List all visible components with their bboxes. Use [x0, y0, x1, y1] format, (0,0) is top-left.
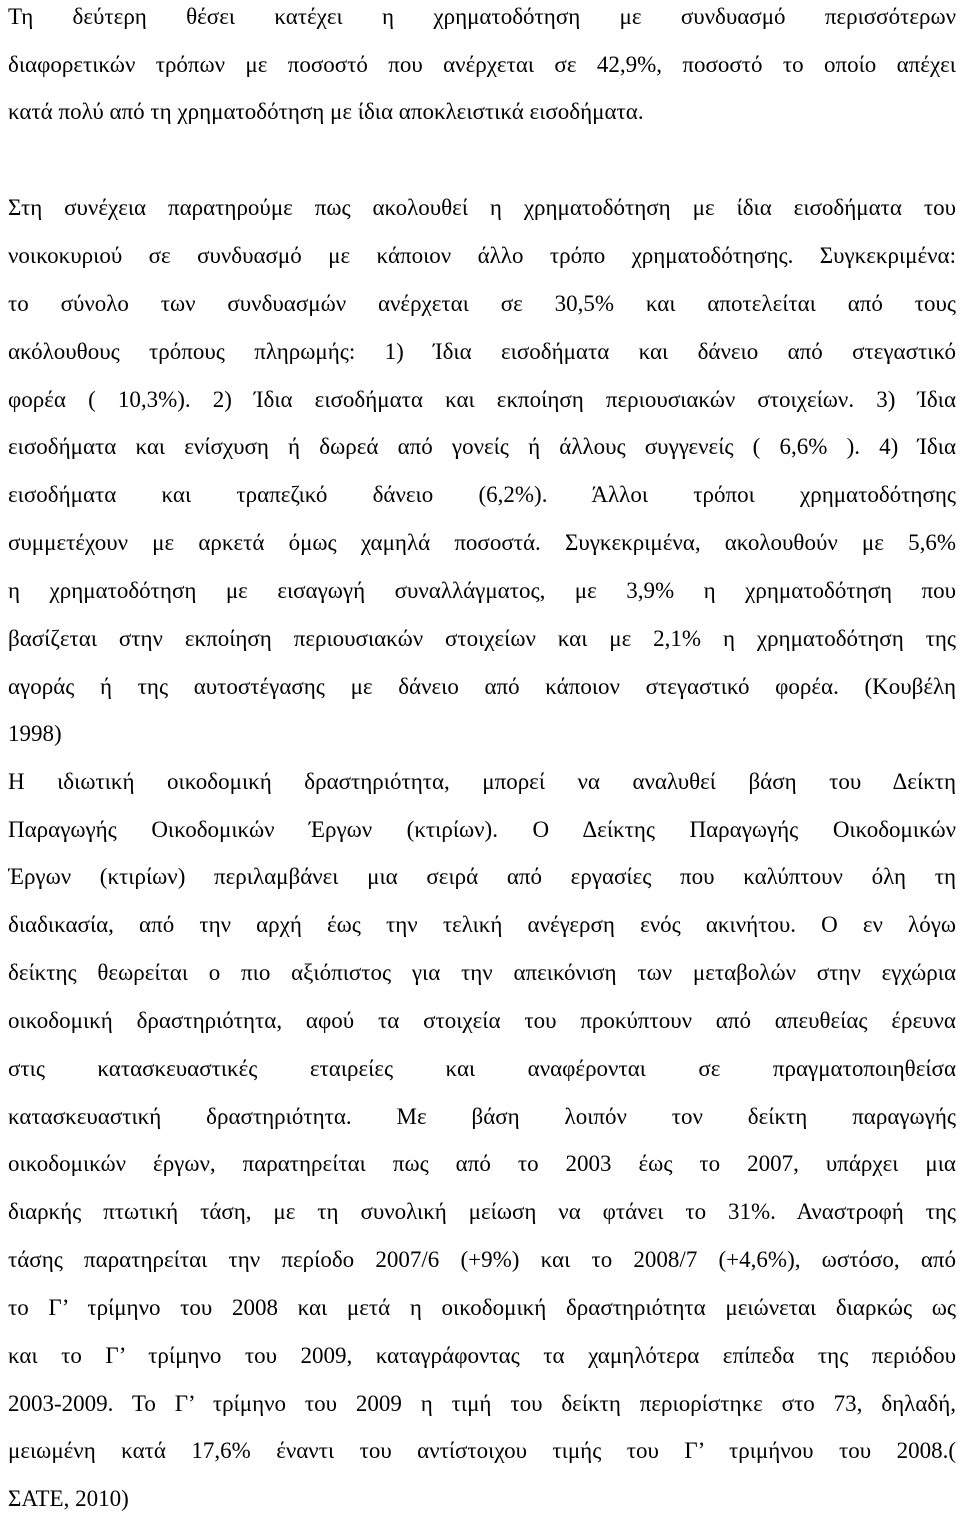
text-line: κατά πολύ από τη χρηματοδότηση με ίδια αποκλειστικά εισοδήματα.: [8, 99, 644, 124]
text-line: ΣΑΤΕ, 2010): [8, 1486, 129, 1511]
text-line: Έργων (κτιρίων) περιλαμβάνει μια σειρά από εργασίες που καλύπτουν όλη τη: [8, 864, 956, 889]
text-line: στις κατασκευαστικές εταιρείες και αναφέρονται σε πραγματοποιηθείσα: [8, 1056, 956, 1081]
text-line: τάσης παρατηρείται την περίοδο 2007/6 (+9%) και το 2008/7 (+4,6%), ωστόσο, από: [8, 1247, 956, 1272]
text-line: Στη συνέχεια παρατηρούμε πως ακολουθεί η χρηματοδότηση με ίδια εισοδήματα του: [8, 195, 956, 220]
text-line: φορέα ( 10,3%). 2) Ίδια εισοδήματα και εκποίηση περιουσιακών στοιχείων. 3) Ίδια: [8, 387, 956, 412]
text-line: βασίζεται στην εκποίηση περιουσιακών στοιχείων και με 2,1% η χρηματοδότηση της: [8, 626, 956, 651]
text-line: Παραγωγής Οικοδομικών Έργων (κτιρίων). Ο Δείκτης Παραγωγής Οικοδομικών: [8, 817, 956, 842]
text-line: νοικοκυριού σε συνδυασμό με κάποιον άλλο τρόπο χρηματοδότησης. Συγκεκριμένα:: [8, 243, 956, 268]
text-line: Τη δεύτερη θέσει κατέχει η χρηματοδότηση με συνδυασμό περισσότερων: [8, 4, 956, 29]
text-line: και το Γ’ τρίμηνο του 2009, καταγράφοντας τα χαμηλότερα επίπεδα της περιόδου: [8, 1343, 956, 1368]
text-line: διαρκής πτωτική τάση, με τη συνολική μείωση να φτάνει το 31%. Αναστροφή της: [8, 1199, 956, 1224]
text-line: 2003-2009. Το Γ’ τρίμηνο του 2009 η τιμή του δείκτη περιορίστηκε στο 73, δηλαδή,: [8, 1391, 956, 1416]
text-line: ακόλουθους τρόπους πληρωμής: 1) Ίδια εισοδήματα και δάνειο από στεγαστικό: [8, 339, 956, 364]
text-line: η χρηματοδότηση με εισαγωγή συναλλάγματος, με 3,9% η χρηματοδότηση που: [8, 578, 956, 603]
text-line: εισοδήματα και ενίσχυση ή δωρεά από γονείς ή άλλους συγγενείς ( 6,6% ). 4) Ίδια: [8, 434, 956, 459]
text-line: αγοράς ή της αυτοστέγασης με δάνειο από κάποιον στεγαστικό φορέα. (Κουβέλη: [8, 674, 956, 699]
text-line: 1998): [8, 721, 62, 746]
text-line: διαφορετικών τρόπων με ποσοστό που ανέρχεται σε 42,9%, ποσοστό το οποίο απέχει: [8, 52, 956, 77]
text-line: μειωμένη κατά 17,6% έναντι του αντίστοιχου τιμής του Γ’ τριμήνου του 2008.(: [8, 1438, 956, 1463]
text-line: το σύνολο των συνδυασμών ανέρχεται σε 30,5% και αποτελείται από τους: [8, 291, 956, 316]
text-line: Η ιδιωτική οικοδομική δραστηριότητα, μπορεί να αναλυθεί βάση του Δείκτη: [8, 769, 956, 794]
text-line: διαδικασία, από την αρχή έως την τελική ανέγερση ενός ακινήτου. Ο εν λόγω: [8, 912, 956, 937]
text-line: δείκτης θεωρείται ο πιο αξιόπιστος για την απεικόνιση των μεταβολών στην εγχώρια: [8, 960, 956, 985]
text-line: κατασκευαστική δραστηριότητα. Με βάση λοιπόν τον δείκτη παραγωγής: [8, 1104, 956, 1129]
text-line: οικοδομικών έργων, παρατηρείται πως από το 2003 έως το 2007, υπάρχει μια: [8, 1151, 956, 1176]
text-line: το Γ’ τρίμηνο του 2008 και μετά η οικοδομική δραστηριότητα μειώνεται διαρκώς ως: [8, 1295, 956, 1320]
text-line: εισοδήματα και τραπεζικό δάνειο (6,2%). Άλλοι τρόποι χρηματοδότησης: [8, 482, 956, 507]
text-line: οικοδομική δραστηριότητα, αφού τα στοιχεία του προκύπτουν από απευθείας έρευνα: [8, 1008, 956, 1033]
text-line: συμμετέχουν με αρκετά όμως χαμηλά ποσοστά. Συγκεκριμένα, ακολουθούν με 5,6%: [8, 530, 956, 555]
